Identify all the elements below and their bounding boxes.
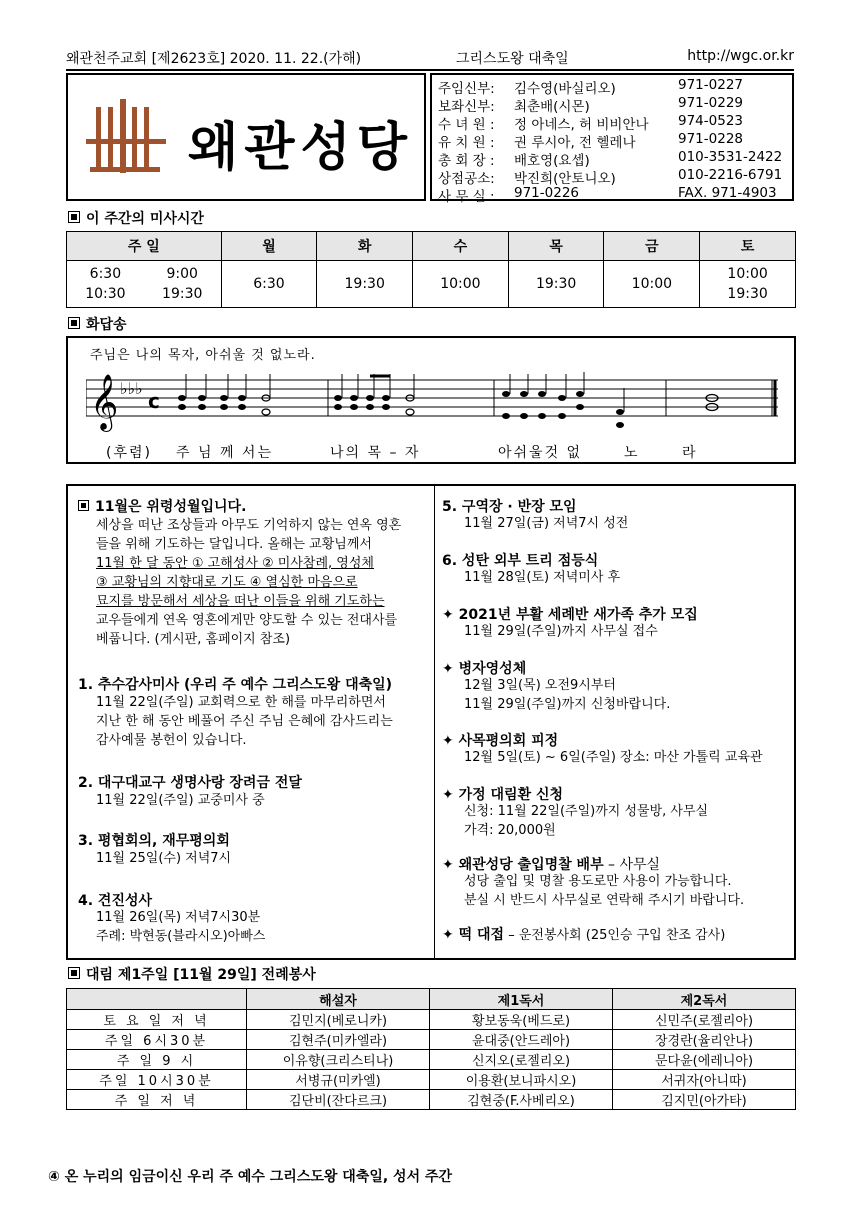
- table-row: 주 일 저 녁 김단비(잔다르크) 김현중(F.사베리오) 김지민(아가타): [67, 1090, 796, 1110]
- table-row: 주일 6시30분 김현주(미카엘라) 윤대중(안드레아) 장경란(율리안나): [67, 1030, 796, 1050]
- day-header: 토: [700, 232, 796, 261]
- contact-name: 김수영(바실리오): [514, 81, 616, 97]
- day-header: 화: [317, 232, 413, 261]
- column-header: [67, 989, 247, 1010]
- announcement-title: ✦ 가정 대림환 신청: [442, 787, 564, 803]
- contact-phone: 971-0228: [678, 131, 743, 147]
- contact-phone: 010-3531-2422: [678, 149, 783, 165]
- column-header: 해설자: [247, 989, 430, 1010]
- lyric-segment: 주 님 께 서는: [176, 445, 273, 461]
- church-cross-logo-icon: [80, 99, 172, 179]
- contact-name: 권 루시아, 전 헬레나: [514, 135, 636, 151]
- announcement-body: 11월 26일(목) 저녁7시30분 주례: 박현동(블라시오)아빠스: [96, 910, 266, 944]
- contact-role: 사 무 실 :: [438, 189, 495, 205]
- square-bullet-icon: [68, 211, 80, 223]
- square-bullet-icon: [68, 317, 80, 329]
- contact-name: 정 아네스, 허 비비안나: [514, 117, 649, 133]
- psalm-section-title: 화답송: [68, 314, 127, 334]
- issue-info: 왜관천주교회 [제2623호] 2020. 11. 22.(가해): [66, 51, 362, 67]
- contact-role: 보좌신부:: [438, 99, 495, 115]
- contact-role: 상점공소:: [438, 171, 495, 187]
- announcement-title: ✦ 사목평의회 피정: [442, 733, 559, 749]
- contact-phone: FAX. 971-4903: [678, 185, 777, 201]
- service-section-title: 대림 제1주일 [11월 29일] 전례봉사: [68, 964, 316, 984]
- lyric-segment: 아쉬울것 없: [498, 445, 583, 461]
- announcement-body: 세상을 떠난 조상들과 아무도 기억하지 않는 연옥 영혼 들을 위해 기도하는 달입니다. 올해는 교황님께서 11월 한 달 동안 ① 고해성사 ② 미사참례, 영성체 ③ 교황님의 지향대로 기도 ④ 열심한 마음으로 묘지를 방문해서 세상을 떠난 이들을 위해 기도하는 교우들에게 연옥 영혼에게만 양도할 수 있는 전대사를 베풉니다. (게시판, 홈페이지 참조): [96, 518, 402, 647]
- announcement-title: ✦ 병자영성체: [442, 661, 527, 677]
- page-footer: ④ 온 누리의 임금이신 우리 주 예수 그리스도왕 대축일, 성서 주간: [48, 1169, 453, 1185]
- announcement-title: 6. 성탄 외부 트리 점등식: [442, 553, 599, 569]
- announcement-title: 2. 대구대교구 생명사랑 장려금 전달: [78, 775, 302, 791]
- sheet-music-icon: [86, 368, 778, 438]
- announcement-body: 11월 28일(토) 저녁미사 후: [464, 570, 621, 585]
- contact-name: 971-0226: [514, 185, 579, 201]
- announcement-body: 11월 29일(주일)까지 사무실 접수: [464, 624, 658, 639]
- contact-name: 박진희(안토니오): [514, 171, 616, 187]
- contact-phone: 971-0229: [678, 95, 743, 111]
- lyric-refrain-label: (후렴): [106, 445, 152, 461]
- announcement-body: 성당 출입 및 명찰 용도로만 사용이 가능합니다. 분실 시 반드시 사무실로 연락해 주시기 바랍니다.: [464, 874, 745, 908]
- header-divider: [66, 69, 794, 71]
- contact-name: 최춘배(시몬): [514, 99, 590, 115]
- table-row: 주일 10시30분 서병규(미카엘) 이용환(보니파시오) 서귀자(아니따): [67, 1070, 796, 1090]
- feast-title: 그리스도왕 대축일: [456, 51, 569, 67]
- contact-role: 총 회 장 :: [438, 153, 495, 169]
- announcement-title: ✦ 왜관성당 출입명찰 배부 – 사무실: [442, 857, 661, 873]
- day-header: 수: [413, 232, 509, 261]
- announcement-title: 5. 구역장 · 반장 모임: [442, 499, 577, 515]
- svg-text:♭♭♭: ♭♭♭: [120, 379, 143, 398]
- website-link[interactable]: http://wgc.or.kr: [687, 48, 794, 64]
- sunday-times: 6:30 9:00 10:30 19:30: [67, 261, 222, 308]
- table-row: 주 일 9 시 이유향(크리스티나) 신지오(로젤리오) 문다윤(에레니아): [67, 1050, 796, 1070]
- announcement-title: 11월은 위령성월입니다.: [78, 496, 246, 516]
- contact-role: 수 녀 원 :: [438, 117, 495, 133]
- friday-time: 10:00: [604, 261, 700, 308]
- contact-list: [430, 73, 794, 205]
- lyric-segment: 나의 목 – 자: [330, 445, 421, 461]
- contact-phone: 974-0523: [678, 113, 743, 129]
- contact-phone: 971-0227: [678, 77, 743, 93]
- square-bullet-icon: [78, 500, 89, 511]
- announcement-body: 11월 25일(수) 저녁7시: [96, 851, 232, 866]
- column-header: 제2독서: [613, 989, 796, 1010]
- announcement-body: 11월 27일(금) 저녁7시 성전: [464, 516, 629, 531]
- mass-time-table: [66, 231, 796, 308]
- announcement-body: 12월 3일(목) 오전9시부터 11월 29일(주일)까지 신청바랍니다.: [464, 678, 671, 712]
- lyric-segment: 라: [682, 445, 698, 461]
- saturday-times: 10:00 19:30: [700, 261, 796, 308]
- contact-role: 유 치 원 :: [438, 135, 495, 151]
- announcement-title: 4. 견진성사: [78, 893, 153, 909]
- column-header: 제1독서: [430, 989, 613, 1010]
- day-header: 금: [604, 232, 700, 261]
- svg-text:c: c: [148, 389, 160, 413]
- day-header: 월: [221, 232, 317, 261]
- contact-name: 배호영(요셉): [514, 153, 590, 169]
- svg-text:𝄞: 𝄞: [90, 374, 119, 430]
- table-row: 토 요 일 저 녁 김민지(베로니카) 황보동욱(베드로) 신민주(로젤리아): [67, 1010, 796, 1030]
- tuesday-time: 19:30: [317, 261, 413, 308]
- contact-phone: 010-2216-6791: [678, 167, 783, 183]
- music-staff: [86, 368, 778, 428]
- announcements-box: [66, 484, 796, 960]
- parish-logo-box: [66, 73, 426, 201]
- lyric-segment: 노: [624, 445, 640, 461]
- parish-name: 왜관성당: [188, 117, 413, 178]
- day-header: 주 일: [67, 232, 222, 261]
- psalm-refrain: 주님은 나의 목자, 아쉬울 것 없노라.: [90, 348, 316, 363]
- announcement-title: ✦ 2021년 부활 세례반 새가족 추가 모집: [442, 607, 698, 623]
- thursday-time: 19:30: [508, 261, 604, 308]
- announcement-body: 12월 5일(토) ~ 6일(주일) 장소: 마산 가톨릭 교육관: [464, 750, 763, 765]
- mass-section-title: 이 주간의 미사시간: [68, 208, 204, 228]
- announcement-body: 신청: 11월 22일(주일)까지 성물방, 사무실 가격: 20,000원: [464, 804, 709, 838]
- liturgy-service-table: [66, 988, 796, 1110]
- day-header: 목: [508, 232, 604, 261]
- contact-role: 주임신부:: [438, 81, 495, 97]
- announcement-title: 3. 평협회의, 재무평의회: [78, 833, 230, 849]
- announcement-body: 11월 22일(주일) 교중미사 중: [96, 793, 265, 808]
- monday-time: 6:30: [221, 261, 317, 308]
- announcement-body: 11월 22일(주일) 교회력으로 한 해를 마무리하면서 지난 한 해 동안 베풀어 주신 주님 은혜에 감사드리는 감사예물 봉헌이 있습니다.: [96, 695, 393, 748]
- announcement-title: 1. 추수감사미사 (우리 주 예수 그리스도왕 대축일): [78, 677, 393, 693]
- column-divider: [434, 486, 435, 958]
- square-bullet-icon: [68, 967, 80, 979]
- psalm-box: [66, 336, 796, 464]
- announcement-title: ✦ 떡 대접 – 운전봉사회 (25인승 구입 찬조 감사): [442, 927, 726, 943]
- wednesday-time: 10:00: [413, 261, 509, 308]
